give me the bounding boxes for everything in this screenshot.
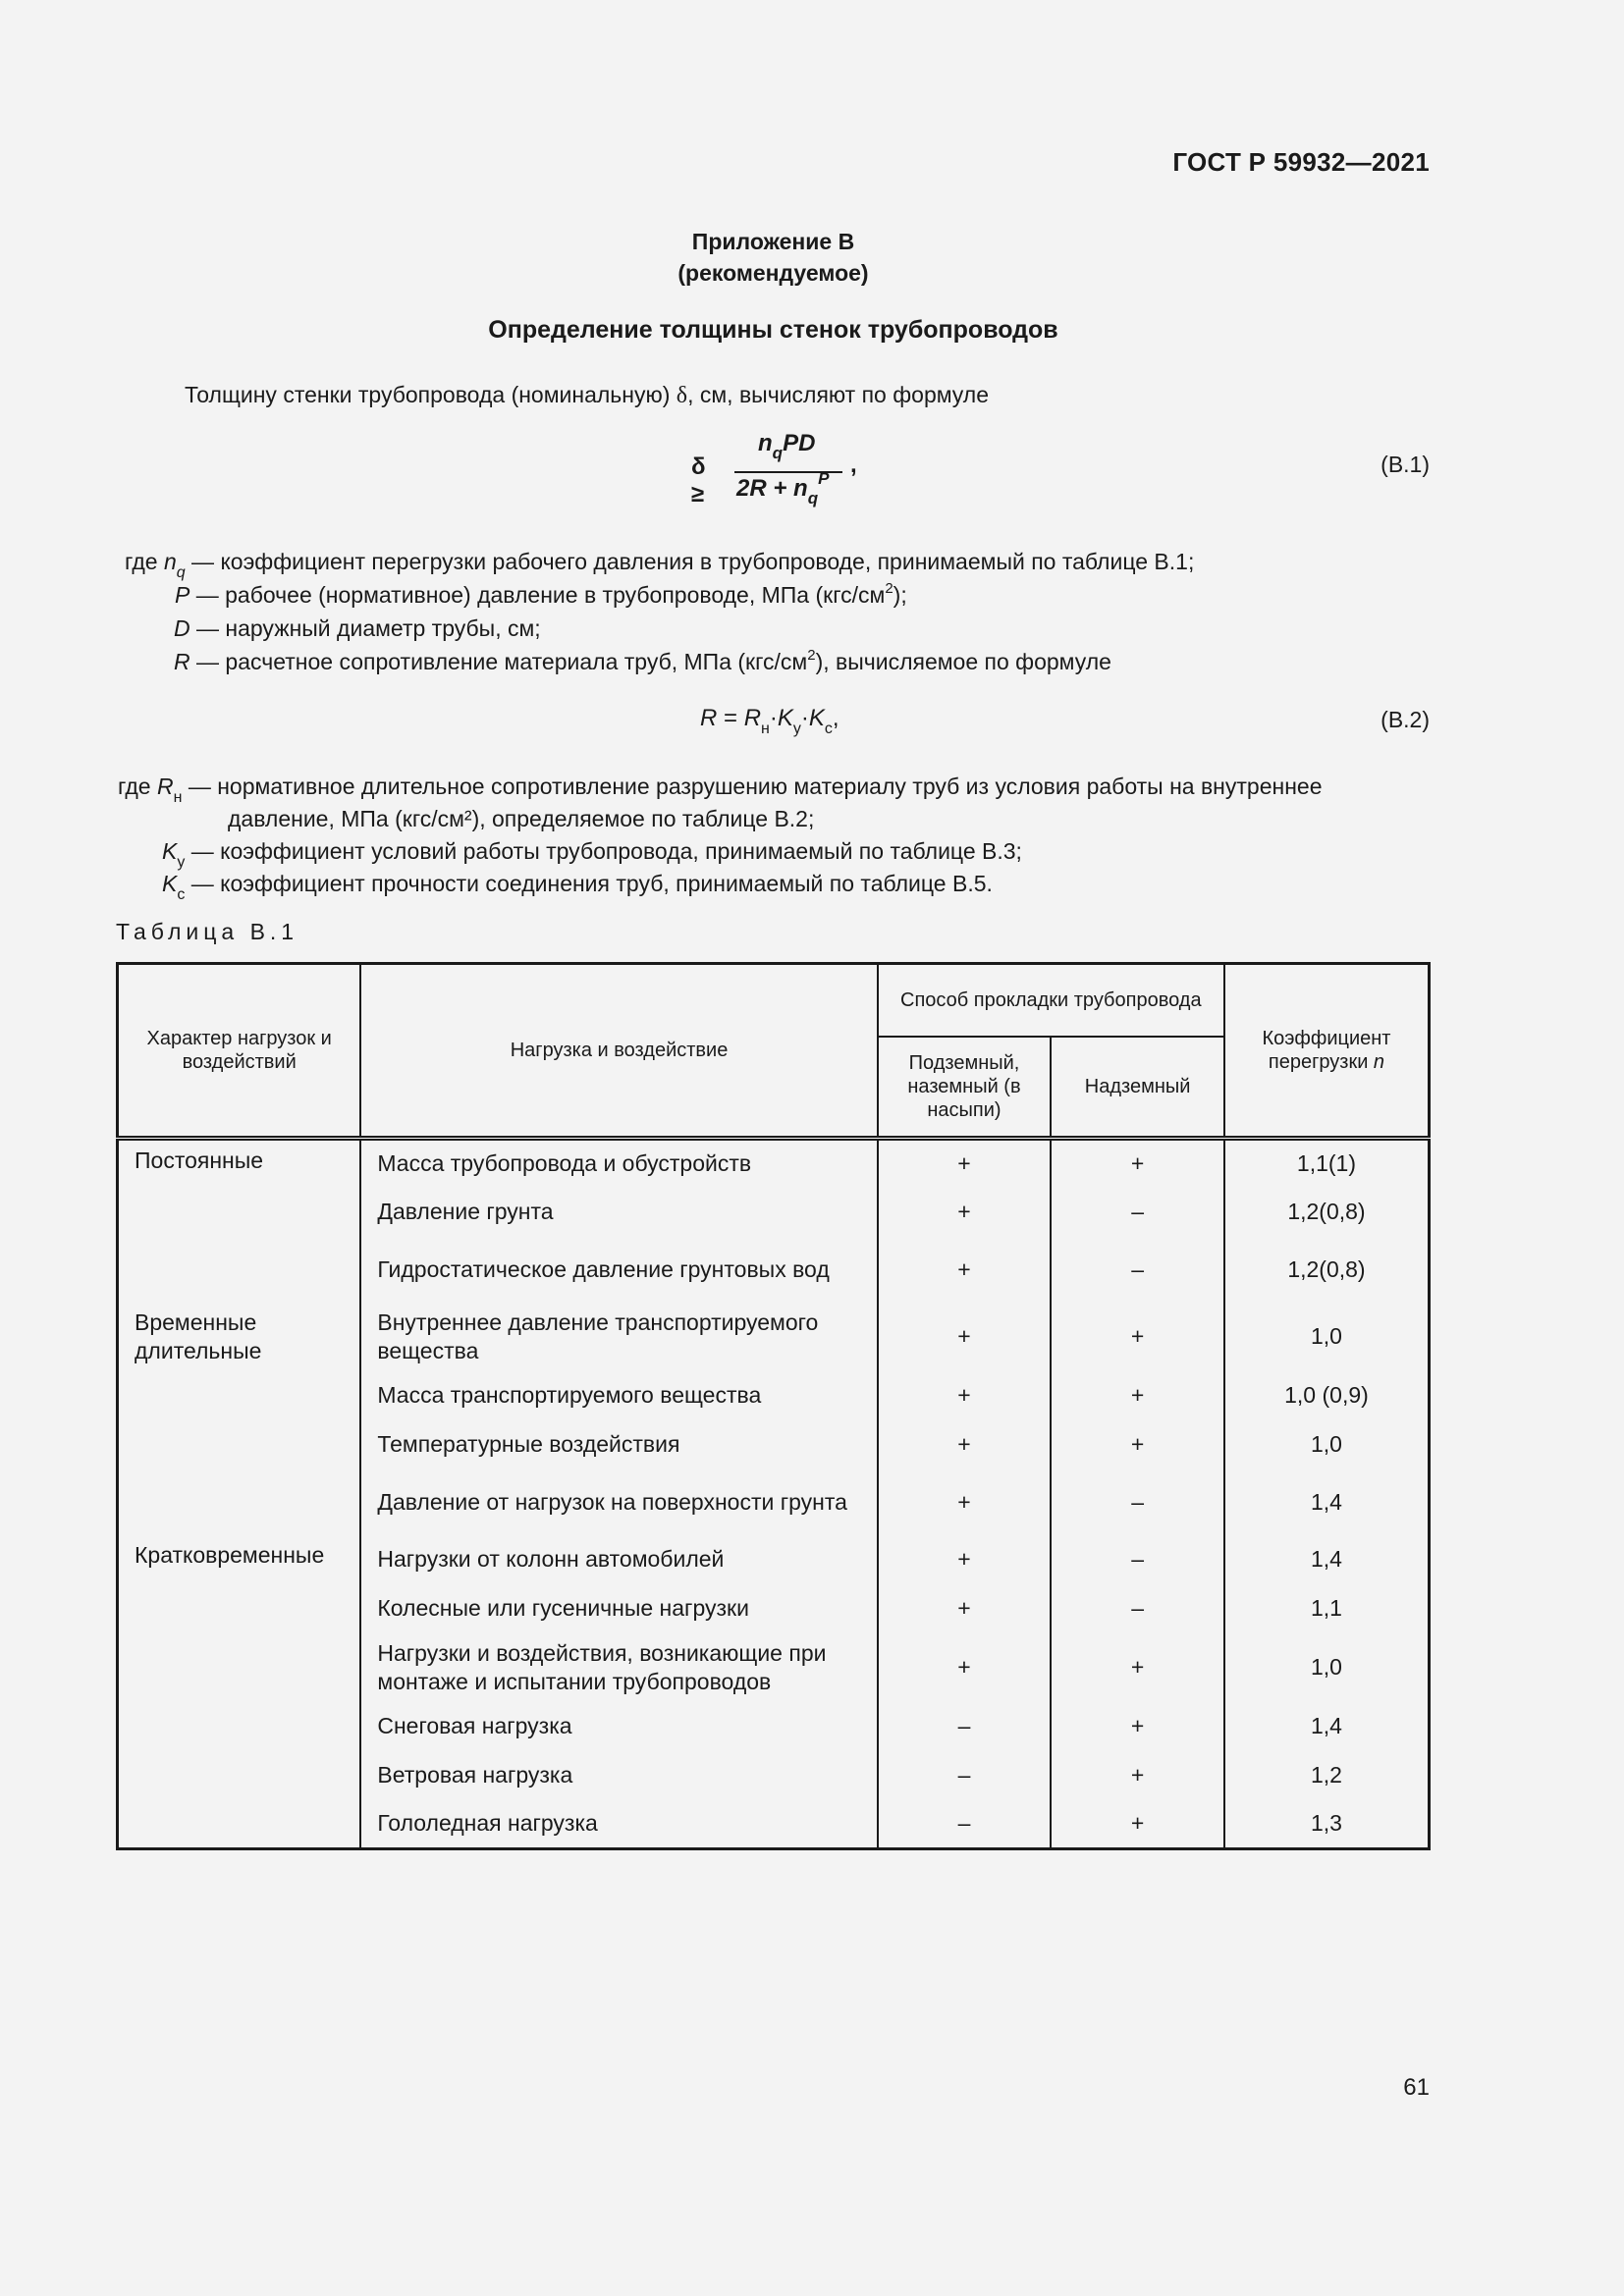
row-load: Давление грунта (360, 1188, 877, 1237)
table-row (118, 1237, 1430, 1303)
page-number: 61 (1403, 2074, 1430, 2101)
symbol-sub-y: у (177, 854, 186, 871)
table-row (118, 1371, 1430, 1420)
table-row (118, 1702, 1430, 1751)
row-category (118, 1237, 361, 1303)
where-prefix: где (118, 774, 157, 799)
row-coefficient: 1,2(0,8) (1224, 1188, 1430, 1237)
num-pd: PD (783, 430, 816, 456)
where1-row-nq (125, 545, 1194, 582)
formula-b1-numerator (758, 430, 816, 462)
row-coefficient: 1,0 (1224, 1633, 1430, 1702)
row-coefficient: 1,3 (1224, 1800, 1430, 1849)
annex-heading (0, 226, 1546, 289)
symbol-sub-c: с (177, 886, 186, 903)
row-underground: + (878, 1237, 1052, 1303)
where2-text-ky: — коэффициент условий работы трубопровода, принимаемый по таблице В.3; (185, 838, 1022, 864)
row-underground: – (878, 1702, 1052, 1751)
row-category (118, 1633, 361, 1702)
header-coef-text: Коэффициент перегрузки (1262, 1028, 1391, 1073)
row-coefficient: 1,0 (0,9) (1224, 1371, 1430, 1420)
row-aboveground: + (1051, 1702, 1224, 1751)
den-sub-q: q (807, 489, 819, 507)
table-row (118, 1751, 1430, 1800)
where-list-2 (0, 770, 1624, 907)
table-row (118, 1584, 1430, 1633)
row-coefficient: 1,2(0,8) (1224, 1237, 1430, 1303)
where2-text-rn: — нормативное длительное сопротивление разрушению материалу труб из условия работы на внутреннее (182, 774, 1323, 799)
num-n: n (758, 430, 773, 456)
annex-title: Приложение В (691, 229, 855, 254)
intro-text-after: , см, вычисляют по формуле (687, 382, 990, 407)
row-category (118, 1469, 361, 1535)
row-coefficient: 1,0 (1224, 1420, 1430, 1469)
delta-symbol: δ (676, 383, 688, 408)
table-body (118, 1139, 1430, 1849)
formula-b2 (700, 705, 839, 737)
row-coefficient: 1,4 (1224, 1535, 1430, 1584)
row-load: Давление от нагрузок на поверхности грунта (360, 1469, 877, 1535)
header-coefficient (1224, 964, 1430, 1139)
row-load: Ветровая нагрузка (360, 1751, 877, 1800)
where1-row-r (174, 645, 1111, 682)
row-category (118, 1800, 361, 1849)
f2-rn: R (743, 705, 762, 731)
row-category (118, 1702, 361, 1751)
where-prefix: где (125, 549, 164, 574)
row-aboveground: + (1051, 1139, 1224, 1188)
row-coefficient: 1,1(1) (1224, 1139, 1430, 1188)
symbol-r: R (156, 774, 174, 799)
f2-kc-sub: с (824, 721, 833, 737)
table-row (118, 1633, 1430, 1702)
f2-dot: · (769, 705, 778, 731)
header-aboveground: Надземный (1051, 1037, 1224, 1139)
where2-text-kc: — коэффициент прочности соединения труб, принимаемый по таблице В.5. (185, 871, 993, 896)
header-method: Способ прокладки трубопровода (878, 964, 1224, 1038)
where1-text-d: — наружный диаметр трубы, см; (189, 615, 541, 641)
where1-text-p: — рабочее (нормативное) давление в трубопроводе, МПа (кгс/см (189, 582, 886, 608)
section-title: Определение толщины стенок трубопроводов (488, 316, 1058, 344)
den-sup-p: P (818, 469, 830, 488)
row-load: Снеговая нагрузка (360, 1702, 877, 1751)
row-load: Внутреннее давление транспортируемого вещества (360, 1303, 877, 1371)
symbol-sub-n: н (173, 789, 183, 806)
row-category: Временные длительные (118, 1303, 361, 1371)
row-coefficient: 1,4 (1224, 1702, 1430, 1751)
table-header (118, 964, 1430, 1139)
where2-text-rn-cont: давление, МПа (кгс/см²), определяемое по таблице В.2; (228, 806, 815, 831)
symbol-k: K (162, 871, 178, 896)
row-aboveground: – (1051, 1237, 1224, 1303)
row-load: Температурные воздействия (360, 1420, 877, 1469)
row-underground: + (878, 1420, 1052, 1469)
where1-tail-p: ); (893, 582, 907, 608)
where1-row-p (175, 578, 907, 615)
formula-b2-label: (В.2) (1380, 707, 1430, 732)
row-load: Гололедная нагрузка (360, 1800, 877, 1849)
formula-b1-comma: , (850, 452, 857, 478)
header-character: Характер нагрузок и воздействий (118, 964, 361, 1139)
formula-b1-label: (В.1) (1380, 452, 1430, 477)
row-load: Нагрузки и воздействия, возникающие при монтаже и испытании трубопроводов (360, 1633, 877, 1702)
where1-row-d (174, 612, 541, 645)
f2-kc: K (808, 705, 825, 731)
symbol-r: R (174, 649, 190, 674)
table-row (118, 1188, 1430, 1237)
where1-text-r: — расчетное сопротивление материала труб, МПа (кгс/см (189, 649, 808, 674)
row-underground: – (878, 1800, 1052, 1849)
load-coefficient-table (116, 962, 1431, 1850)
row-aboveground: + (1051, 1800, 1224, 1849)
row-underground: + (878, 1633, 1052, 1702)
row-coefficient: 1,2 (1224, 1751, 1430, 1800)
row-load: Гидростатическое давление грунтовых вод (360, 1237, 877, 1303)
row-category (118, 1584, 361, 1633)
row-coefficient: 1,1 (1224, 1584, 1430, 1633)
row-category: Кратковременные (118, 1535, 361, 1584)
formula-b1-lhs: δ ≥ (691, 454, 706, 507)
row-load: Масса трубопровода и обустройств (360, 1139, 877, 1188)
sup-2: 2 (807, 647, 816, 664)
den-2r-n: 2R + n (736, 475, 808, 502)
symbol-sub-q: q (176, 564, 186, 581)
f2-eq: = (717, 705, 744, 731)
row-category (118, 1188, 361, 1237)
f2-rn-sub: н (761, 721, 770, 737)
row-load: Нагрузки от колонн автомобилей (360, 1535, 877, 1584)
row-category (118, 1420, 361, 1469)
row-aboveground: + (1051, 1371, 1224, 1420)
row-underground: + (878, 1188, 1052, 1237)
row-coefficient: 1,0 (1224, 1303, 1430, 1371)
where1-text-nq: — коэффициент перегрузки рабочего давления в трубопроводе, принимаемый по таблице В.1; (185, 549, 1195, 574)
row-aboveground: – (1051, 1469, 1224, 1535)
intro-paragraph (185, 380, 989, 410)
row-category: Постоянные (118, 1139, 361, 1188)
row-underground: – (878, 1751, 1052, 1800)
row-aboveground: + (1051, 1751, 1224, 1800)
where-list-1 (0, 545, 1624, 682)
row-coefficient: 1,4 (1224, 1469, 1430, 1535)
row-underground: + (878, 1584, 1052, 1633)
f2-dot: · (800, 705, 809, 731)
annex-status: (рекомендуемое) (677, 260, 869, 286)
intro-text-before: Толщину стенки трубопровода (номинальную) (185, 382, 677, 407)
where2-row-rn-cont (228, 802, 814, 835)
table-row (118, 1139, 1430, 1188)
row-category (118, 1751, 361, 1800)
symbol-d: D (174, 615, 190, 641)
formula-b1-denominator (736, 469, 830, 507)
symbol-n: n (163, 549, 177, 574)
header-load: Нагрузка и воздействие (360, 964, 877, 1139)
f2-ky: K (777, 705, 793, 731)
table-row (118, 1469, 1430, 1535)
symbol-p: P (175, 582, 190, 608)
row-category (118, 1371, 361, 1420)
row-underground: + (878, 1469, 1052, 1535)
where1-tail-r: ), вычисляемое по формуле (815, 649, 1111, 674)
where2-row-kc (162, 867, 993, 904)
table-row (118, 1420, 1430, 1469)
num-sub-q: q (772, 444, 784, 462)
row-underground: + (878, 1535, 1052, 1584)
table-row (118, 1800, 1430, 1849)
row-underground: + (878, 1303, 1052, 1371)
table-caption: Таблица В.1 (116, 919, 299, 944)
f2-r: R (700, 705, 718, 731)
row-underground: + (878, 1139, 1052, 1188)
header-coef-symbol: n (1373, 1051, 1385, 1073)
f2-ky-sub: у (792, 721, 801, 737)
header-underground: Подземный, наземный (в насыпи) (878, 1037, 1052, 1139)
row-aboveground: + (1051, 1303, 1224, 1371)
sup-2: 2 (885, 580, 893, 597)
row-aboveground: + (1051, 1633, 1224, 1702)
document-id-header: ГОСТ Р 59932—2021 (1172, 147, 1430, 177)
row-aboveground: – (1051, 1188, 1224, 1237)
row-aboveground: + (1051, 1420, 1224, 1469)
row-aboveground: – (1051, 1584, 1224, 1633)
f2-comma: , (832, 705, 839, 731)
row-underground: + (878, 1371, 1052, 1420)
row-load: Колесные или гусеничные нагрузки (360, 1584, 877, 1633)
table-row (118, 1535, 1430, 1584)
symbol-k: K (162, 838, 178, 864)
row-aboveground: – (1051, 1535, 1224, 1584)
row-load: Масса транспортируемого вещества (360, 1371, 877, 1420)
table-row (118, 1303, 1430, 1371)
